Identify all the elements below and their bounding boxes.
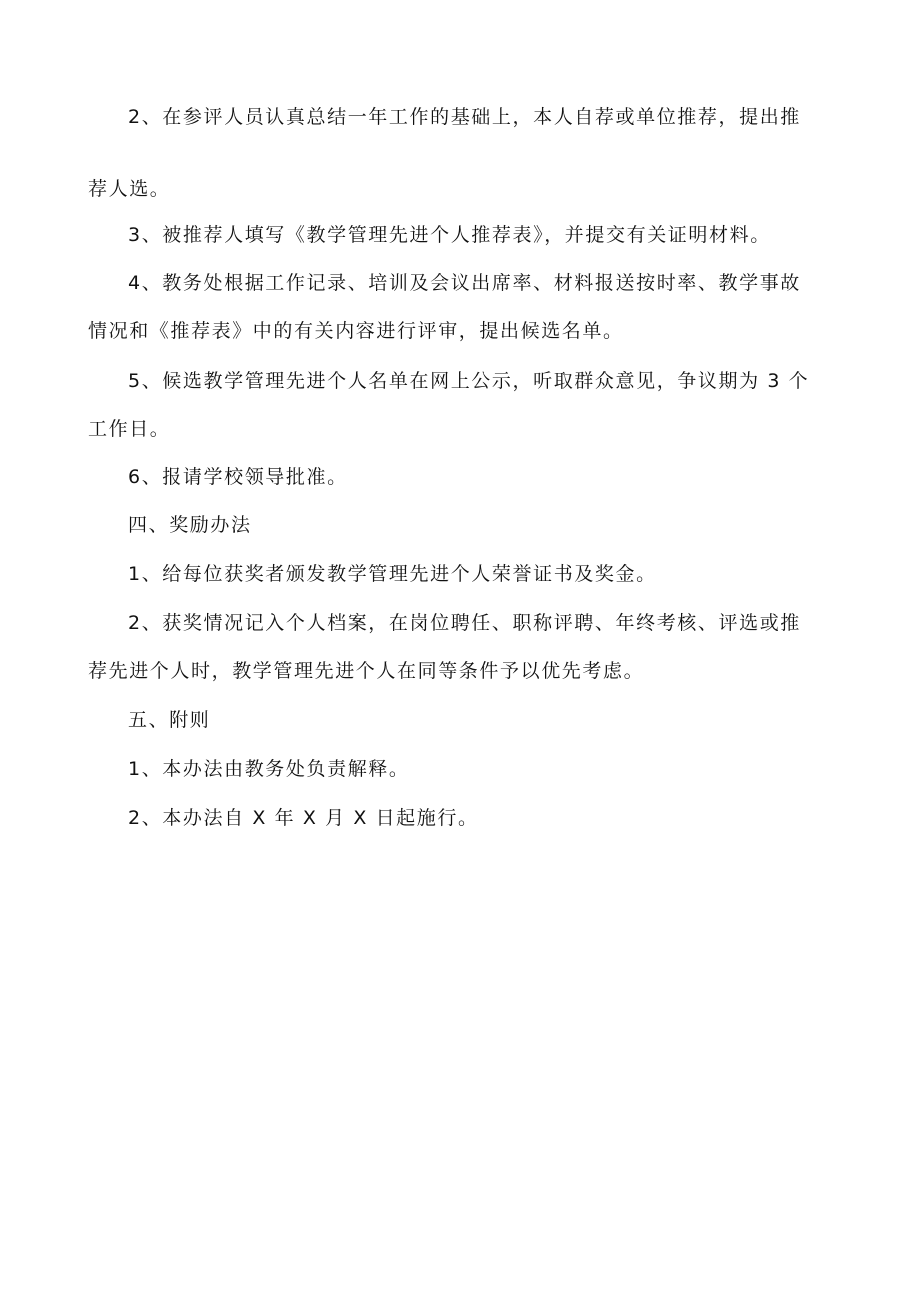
paragraph-appendix-2: 2、本办法自 X 年 X 月 X 日起施行。 (128, 807, 479, 829)
section-heading-rewards: 四、奖励办法 (128, 514, 252, 536)
paragraph-reward-2-line-1: 2、获奖情况记入个人档案，在岗位聘任、职称评聘、年终考核、评选或推 (128, 612, 801, 634)
paragraph-5-line-1: 5、候选教学管理先进个人名单在网上公示，听取群众意见，争议期为 3 个 (128, 370, 810, 392)
paragraph-2-line-2: 荐人选。 (88, 178, 171, 200)
paragraph-reward-1: 1、给每位获奖者颁发教学管理先进个人荣誉证书及奖金。 (128, 563, 657, 585)
paragraph-6: 6、报请学校领导批准。 (128, 466, 348, 488)
paragraph-5-line-2: 工作日。 (88, 418, 171, 440)
paragraph-3: 3、被推荐人填写《教学管理先进个人推荐表》，并提交有关证明材料。 (128, 224, 771, 246)
paragraph-4-line-1: 4、教务处根据工作记录、培训及会议出席率、材料报送按时率、教学事故 (128, 272, 801, 294)
paragraph-appendix-1: 1、本办法由教务处负责解释。 (128, 758, 410, 780)
paragraph-4-line-2: 情况和《推荐表》中的有关内容进行评审，提出候选名单。 (88, 320, 624, 342)
paragraph-reward-2-line-2: 荐先进个人时，教学管理先进个人在同等条件予以优先考虑。 (88, 660, 645, 682)
section-heading-appendix: 五、附则 (128, 709, 211, 731)
paragraph-2-line-1: 2、在参评人员认真总结一年工作的基础上，本人自荐或单位推荐，提出推 (128, 106, 801, 128)
